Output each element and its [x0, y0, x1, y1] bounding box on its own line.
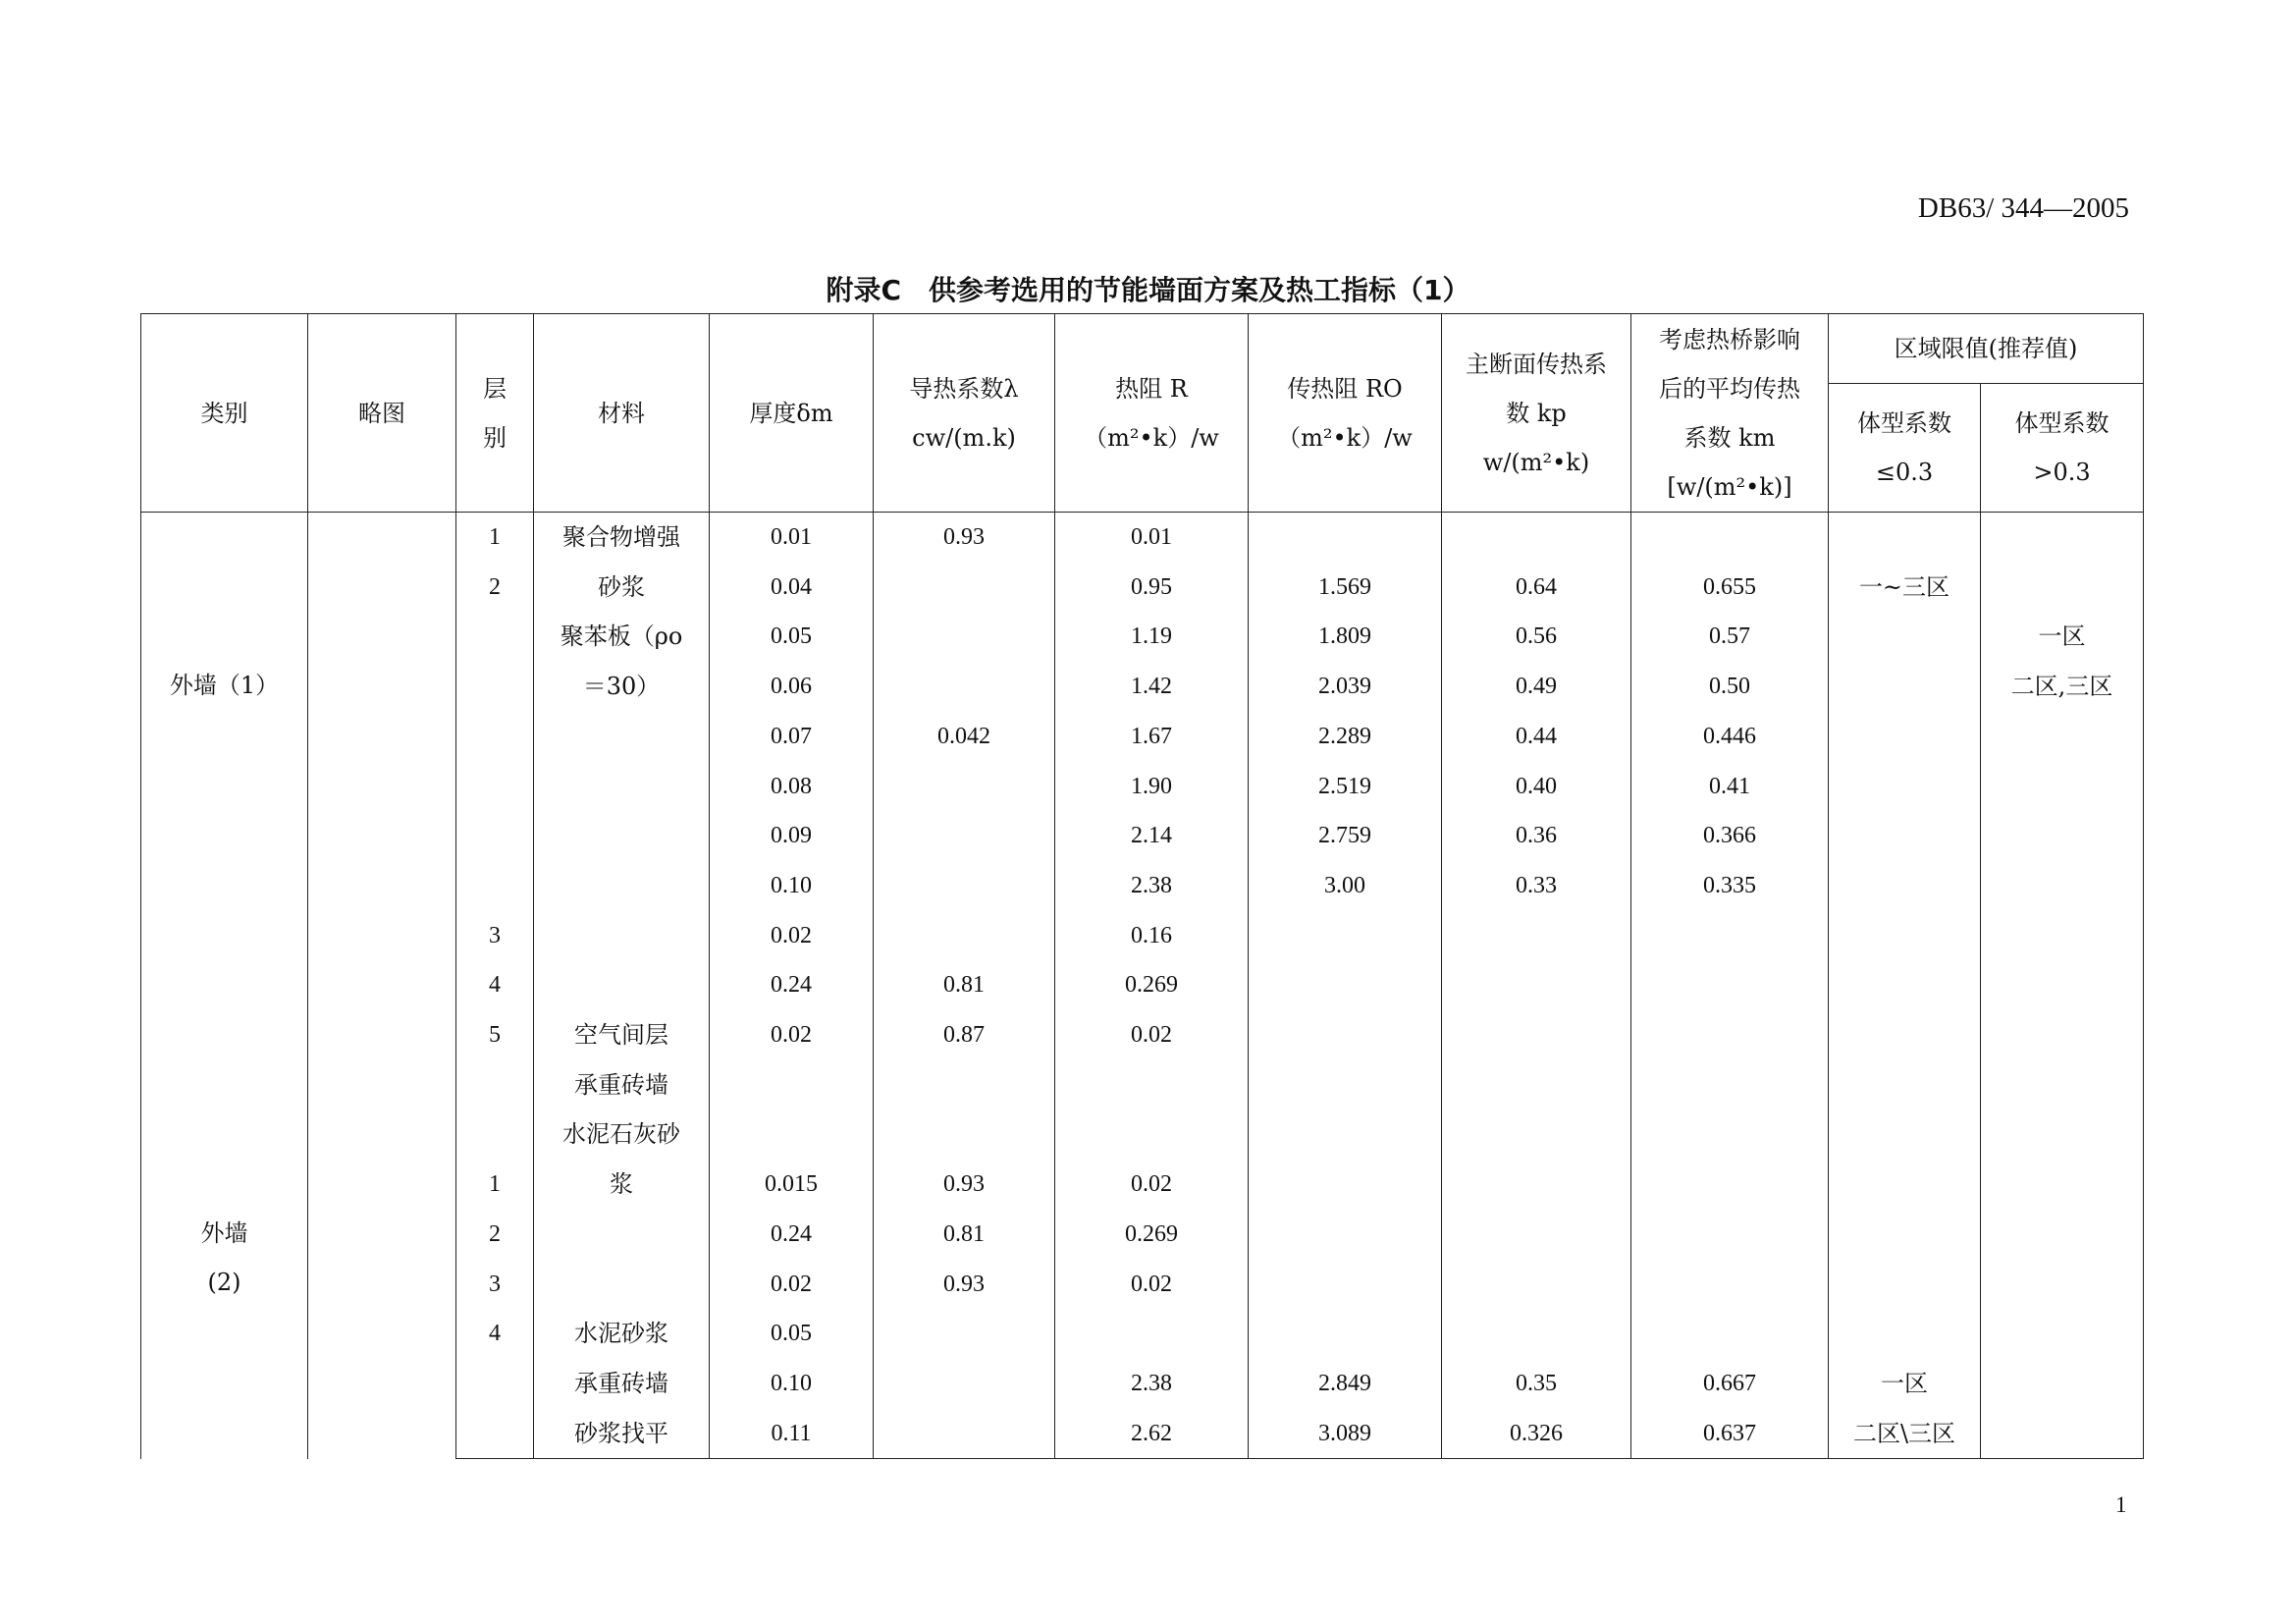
- resistance-cell: 2.38: [1055, 1359, 1249, 1409]
- material-cell: 空气间层: [534, 1010, 710, 1060]
- transfer-resistance-cell: 1.809: [1249, 612, 1442, 662]
- transfer-resistance-cell: [1249, 1210, 1442, 1260]
- resistance-cell: 0.02: [1055, 1160, 1249, 1210]
- kp-cell: 0.56: [1442, 612, 1631, 662]
- zone-gt-cell: [1981, 1260, 2144, 1310]
- km-cell: 0.655: [1631, 563, 1829, 613]
- thickness-cell: 0.01: [710, 513, 874, 563]
- transfer-resistance-cell: [1249, 1110, 1442, 1160]
- conductivity-cell: [874, 861, 1055, 911]
- resistance-cell: 1.42: [1055, 662, 1249, 712]
- kp-cell: [1442, 960, 1631, 1010]
- zone-gt-cell: [1981, 861, 2144, 911]
- transfer-resistance-cell: [1249, 1160, 1442, 1210]
- layer-cell: [456, 1060, 534, 1110]
- zone-le-cell: 二区\三区: [1829, 1409, 1981, 1459]
- zone-le-cell: [1829, 762, 1981, 812]
- material-cell: 水泥砂浆: [534, 1309, 710, 1359]
- material-cell: [534, 811, 710, 861]
- resistance-cell: 0.02: [1055, 1010, 1249, 1060]
- table-row: [141, 513, 2144, 563]
- transfer-resistance-cell: 3.089: [1249, 1409, 1442, 1459]
- zone-gt-cell: [1981, 911, 2144, 961]
- km-cell: 0.446: [1631, 712, 1829, 762]
- zone-le-cell: [1829, 1060, 1981, 1110]
- material-cell: 浆: [534, 1160, 710, 1210]
- header-category: 类别: [141, 314, 308, 513]
- conductivity-cell: 0.93: [874, 513, 1055, 563]
- zone-gt-cell: [1981, 1210, 2144, 1260]
- zone-le-cell: [1829, 612, 1981, 662]
- material-cell: [534, 1210, 710, 1260]
- thickness-cell: 0.11: [710, 1409, 874, 1459]
- resistance-cell: 0.269: [1055, 1210, 1249, 1260]
- layer-cell: [456, 811, 534, 861]
- layer-cell: 1: [456, 1160, 534, 1210]
- zone-gt-cell: [1981, 1060, 2144, 1110]
- km-cell: [1631, 960, 1829, 1010]
- conductivity-cell: 0.81: [874, 1210, 1055, 1260]
- zone-gt-cell: [1981, 960, 2144, 1010]
- resistance-cell: 0.269: [1055, 960, 1249, 1010]
- material-cell: [534, 1260, 710, 1310]
- zone-gt-cell: [1981, 811, 2144, 861]
- conductivity-cell: 0.87: [874, 1010, 1055, 1060]
- conductivity-cell: [874, 563, 1055, 613]
- header-shape-le: 体型系数 ≤0.3: [1829, 384, 1981, 513]
- km-cell: [1631, 1010, 1829, 1060]
- thickness-cell: 0.04: [710, 563, 874, 613]
- km-cell: [1631, 1110, 1829, 1160]
- layer-cell: [456, 662, 534, 712]
- layer-cell: 4: [456, 1309, 534, 1359]
- zone-le-cell: [1829, 1309, 1981, 1359]
- material-cell: [534, 762, 710, 812]
- conductivity-cell: [874, 1110, 1055, 1160]
- kp-cell: 0.44: [1442, 712, 1631, 762]
- transfer-resistance-cell: [1249, 1260, 1442, 1310]
- header-thickness: 厚度δm: [710, 314, 874, 513]
- kp-cell: 0.40: [1442, 762, 1631, 812]
- zone-le-cell: [1829, 513, 1981, 563]
- kp-cell: [1442, 1010, 1631, 1060]
- zone-le-cell: [1829, 960, 1981, 1010]
- thickness-cell: 0.02: [710, 911, 874, 961]
- resistance-cell: [1055, 1060, 1249, 1110]
- km-cell: 0.41: [1631, 762, 1829, 812]
- layer-cell: [456, 612, 534, 662]
- header-thermal-resistance: 热阻 R （m²•k）/w: [1055, 314, 1249, 513]
- resistance-cell: [1055, 1309, 1249, 1359]
- conductivity-cell: [874, 762, 1055, 812]
- zone-gt-cell: [1981, 1359, 2144, 1409]
- conductivity-cell: [874, 1060, 1055, 1110]
- zone-le-cell: [1829, 712, 1981, 762]
- thickness-cell: 0.10: [710, 861, 874, 911]
- km-cell: 0.50: [1631, 662, 1829, 712]
- thickness-cell: 0.10: [710, 1359, 874, 1409]
- layer-cell: [456, 1409, 534, 1459]
- km-cell: [1631, 1210, 1829, 1260]
- layer-cell: [456, 861, 534, 911]
- header-conductivity: 导热系数λ cw/(m.k): [874, 314, 1055, 513]
- thickness-cell: 0.05: [710, 612, 874, 662]
- resistance-cell: [1055, 1110, 1249, 1160]
- material-cell: [534, 861, 710, 911]
- thickness-cell: 0.24: [710, 960, 874, 1010]
- resistance-cell: 0.95: [1055, 563, 1249, 613]
- zone-le-cell: [1829, 911, 1981, 961]
- zone-gt-cell: [1981, 1160, 2144, 1210]
- resistance-cell: 0.16: [1055, 911, 1249, 961]
- transfer-resistance-cell: 2.289: [1249, 712, 1442, 762]
- resistance-cell: 1.19: [1055, 612, 1249, 662]
- material-cell: 承重砖墙: [534, 1060, 710, 1110]
- layer-cell: 5: [456, 1010, 534, 1060]
- zone-gt-cell: 二区,三区: [1981, 662, 2144, 712]
- resistance-cell: 2.14: [1055, 811, 1249, 861]
- zone-gt-cell: [1981, 1409, 2144, 1459]
- kp-cell: [1442, 1160, 1631, 1210]
- zone-gt-cell: [1981, 1010, 2144, 1060]
- layer-cell: [456, 712, 534, 762]
- km-cell: [1631, 1260, 1829, 1310]
- km-cell: [1631, 513, 1829, 563]
- conductivity-cell: [874, 1359, 1055, 1409]
- material-cell: 聚苯板（ρο: [534, 612, 710, 662]
- category-cell: [141, 513, 308, 1459]
- kp-cell: 0.64: [1442, 563, 1631, 613]
- zone-le-cell: [1829, 811, 1981, 861]
- resistance-cell: 2.62: [1055, 1409, 1249, 1459]
- zone-le-cell: 一区: [1829, 1359, 1981, 1409]
- kp-cell: [1442, 513, 1631, 563]
- transfer-resistance-cell: 3.00: [1249, 861, 1442, 911]
- transfer-resistance-cell: 1.569: [1249, 563, 1442, 613]
- material-cell: [534, 960, 710, 1010]
- km-cell: [1631, 911, 1829, 961]
- thickness-cell: 0.24: [710, 1210, 874, 1260]
- transfer-resistance-cell: [1249, 960, 1442, 1010]
- conductivity-cell: 0.042: [874, 712, 1055, 762]
- transfer-resistance-cell: 2.849: [1249, 1359, 1442, 1409]
- conductivity-cell: [874, 612, 1055, 662]
- transfer-resistance-cell: 2.759: [1249, 811, 1442, 861]
- km-cell: 0.366: [1631, 811, 1829, 861]
- layer-cell: 1: [456, 513, 534, 563]
- material-cell: 聚合物增强: [534, 513, 710, 563]
- layer-cell: [456, 1359, 534, 1409]
- thickness-cell: 0.09: [710, 811, 874, 861]
- kp-cell: [1442, 1260, 1631, 1310]
- kp-cell: [1442, 1309, 1631, 1359]
- thickness-cell: [710, 1060, 874, 1110]
- layer-cell: 3: [456, 911, 534, 961]
- material-cell: [534, 911, 710, 961]
- zone-gt-cell: [1981, 712, 2144, 762]
- transfer-resistance-cell: [1249, 1060, 1442, 1110]
- sketch-cell: [308, 513, 456, 1459]
- km-cell: 0.637: [1631, 1409, 1829, 1459]
- header-layer: 层 别: [456, 314, 534, 513]
- header-zone-limit: 区域限值(推荐值): [1829, 314, 2144, 384]
- layer-cell: 2: [456, 563, 534, 613]
- material-cell: 水泥石灰砂: [534, 1110, 710, 1160]
- km-cell: 0.667: [1631, 1359, 1829, 1409]
- thickness-cell: 0.07: [710, 712, 874, 762]
- table-body: [141, 513, 2144, 1459]
- material-cell: 承重砖墙: [534, 1359, 710, 1409]
- conductivity-cell: 0.93: [874, 1160, 1055, 1210]
- material-cell: [534, 712, 710, 762]
- transfer-resistance-cell: 2.519: [1249, 762, 1442, 812]
- kp-cell: [1442, 1110, 1631, 1160]
- document-number: DB63/ 344—2005: [1917, 192, 2129, 224]
- conductivity-cell: [874, 1409, 1055, 1459]
- header-transfer-resistance: 传热阻 RO （m²•k）/w: [1249, 314, 1442, 513]
- thickness-cell: 0.02: [710, 1010, 874, 1060]
- layer-cell: 3: [456, 1260, 534, 1310]
- zone-le-cell: [1829, 1010, 1981, 1060]
- layer-cell: [456, 762, 534, 812]
- zone-gt-cell: [1981, 1309, 2144, 1359]
- zone-le-cell: [1829, 1110, 1981, 1160]
- kp-cell: [1442, 1210, 1631, 1260]
- table-title: 附录C 供参考选用的节能墙面方案及热工指标（1）: [826, 274, 1470, 306]
- km-cell: [1631, 1160, 1829, 1210]
- km-cell: 0.335: [1631, 861, 1829, 911]
- resistance-cell: 1.67: [1055, 712, 1249, 762]
- page-number: 1: [2115, 1492, 2127, 1517]
- transfer-resistance-cell: [1249, 1010, 1442, 1060]
- zone-gt-cell: 一区: [1981, 612, 2144, 662]
- zone-le-cell: [1829, 1260, 1981, 1310]
- conductivity-cell: [874, 911, 1055, 961]
- kp-cell: 0.49: [1442, 662, 1631, 712]
- resistance-cell: 0.01: [1055, 513, 1249, 563]
- layer-cell: 4: [456, 960, 534, 1010]
- resistance-cell: 1.90: [1055, 762, 1249, 812]
- conductivity-cell: [874, 811, 1055, 861]
- material-cell: ＝30）: [534, 662, 710, 712]
- zone-le-cell: [1829, 1210, 1981, 1260]
- conductivity-cell: [874, 1309, 1055, 1359]
- zone-gt-cell: [1981, 1110, 2144, 1160]
- zone-le-cell: 一~三区: [1829, 563, 1981, 613]
- material-cell: 砂浆: [534, 563, 710, 613]
- header-sketch: 略图: [308, 314, 456, 513]
- header-kp: 主断面传热系 数 kp w/(m²•k): [1442, 314, 1631, 513]
- transfer-resistance-cell: [1249, 1309, 1442, 1359]
- layer-cell: 2: [456, 1210, 534, 1260]
- kp-cell: 0.36: [1442, 811, 1631, 861]
- km-cell: [1631, 1060, 1829, 1110]
- conductivity-cell: 0.81: [874, 960, 1055, 1010]
- category-wall-1: 外墙（1）: [169, 672, 280, 699]
- thickness-cell: 0.08: [710, 762, 874, 812]
- zone-le-cell: [1829, 662, 1981, 712]
- kp-cell: [1442, 1060, 1631, 1110]
- km-cell: [1631, 1309, 1829, 1359]
- thickness-cell: [710, 1110, 874, 1160]
- header-shape-gt: 体型系数 >0.3: [1981, 384, 2144, 513]
- material-cell: 砂浆找平: [534, 1409, 710, 1459]
- table-header: [141, 314, 2144, 513]
- category-wall-2: 外墙 (2): [200, 1219, 248, 1296]
- thickness-cell: 0.05: [710, 1309, 874, 1359]
- kp-cell: 0.35: [1442, 1359, 1631, 1409]
- kp-cell: 0.33: [1442, 861, 1631, 911]
- zone-le-cell: [1829, 1160, 1981, 1210]
- zone-gt-cell: [1981, 563, 2144, 613]
- zone-gt-cell: [1981, 513, 2144, 563]
- header-km: 考虑热桥影响 后的平均传热 系数 km [w/(m²•k)]: [1631, 314, 1829, 513]
- thickness-cell: 0.02: [710, 1260, 874, 1310]
- conductivity-cell: 0.93: [874, 1260, 1055, 1310]
- resistance-cell: 2.38: [1055, 861, 1249, 911]
- conductivity-cell: [874, 662, 1055, 712]
- transfer-resistance-cell: [1249, 513, 1442, 563]
- zone-le-cell: [1829, 861, 1981, 911]
- header-material: 材料: [534, 314, 710, 513]
- zone-gt-cell: [1981, 762, 2144, 812]
- thermal-index-table: [140, 313, 2144, 1459]
- thickness-cell: 0.015: [710, 1160, 874, 1210]
- transfer-resistance-cell: 2.039: [1249, 662, 1442, 712]
- thickness-cell: 0.06: [710, 662, 874, 712]
- resistance-cell: 0.02: [1055, 1260, 1249, 1310]
- kp-cell: [1442, 911, 1631, 961]
- kp-cell: 0.326: [1442, 1409, 1631, 1459]
- layer-cell: [456, 1110, 534, 1160]
- km-cell: 0.57: [1631, 612, 1829, 662]
- transfer-resistance-cell: [1249, 911, 1442, 961]
